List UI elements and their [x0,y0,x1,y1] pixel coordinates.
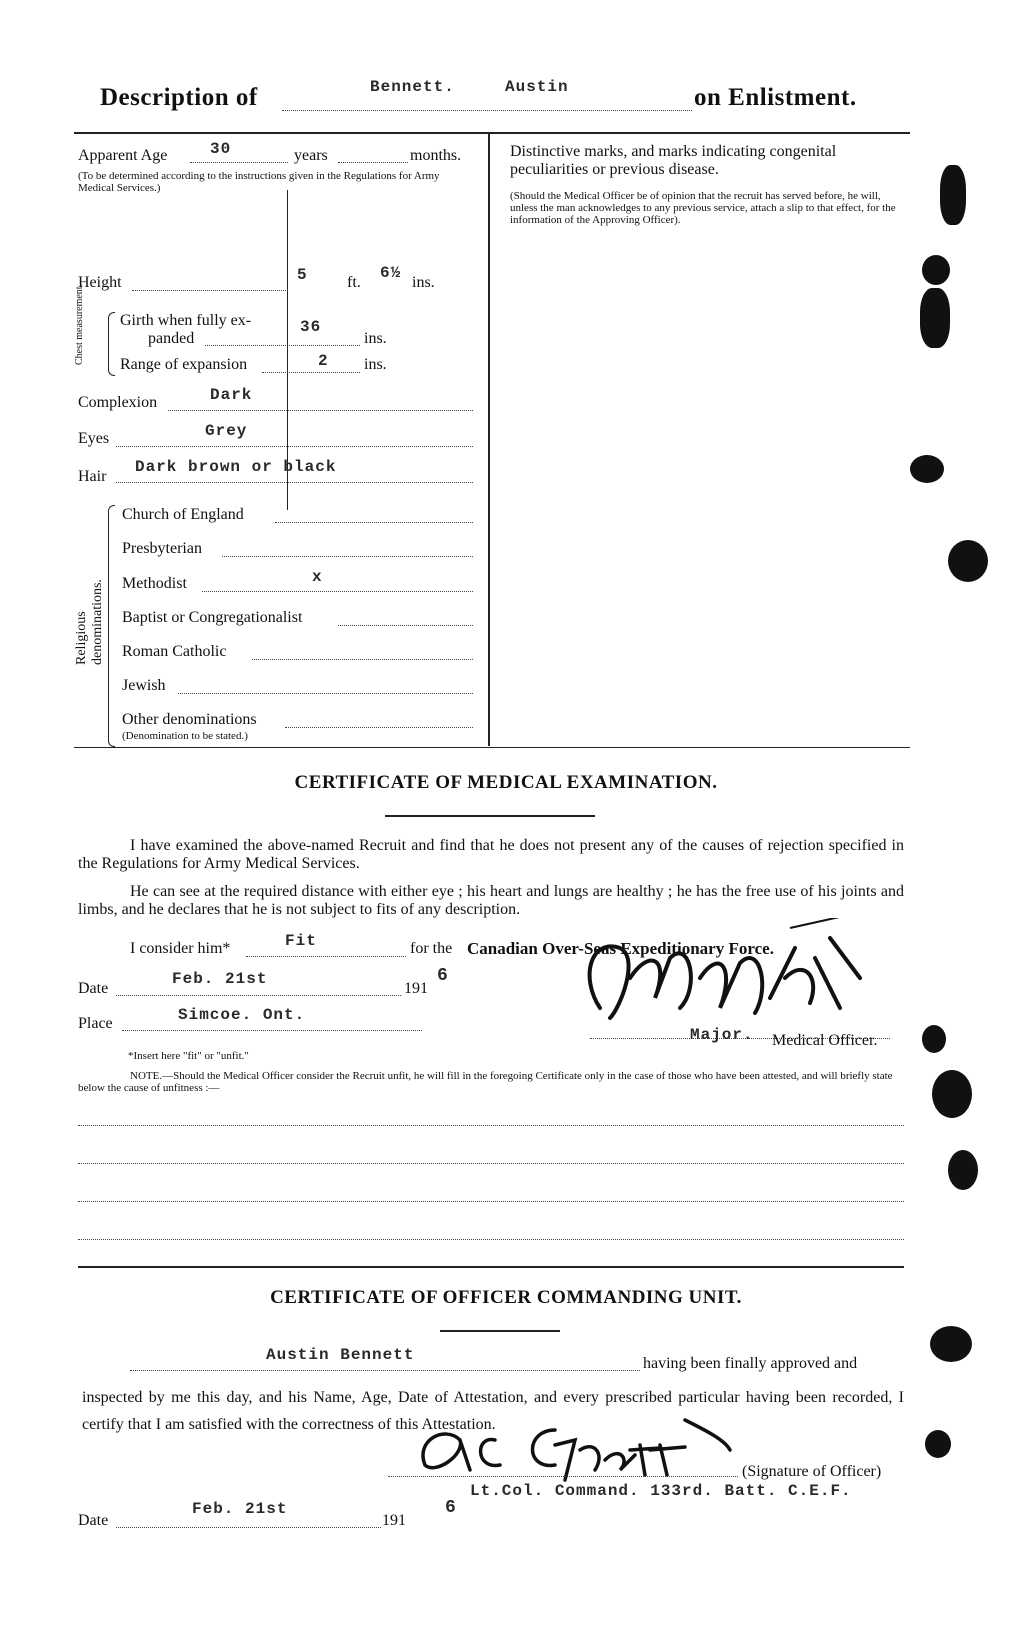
form-header [0,60,1012,120]
force-name: Canadian Over-Seas Expeditionary Force. [467,939,774,958]
cmd-date-label: Date [78,1512,109,1529]
complexion-label: Complexion [78,394,158,411]
unfit-line-1 [78,1125,904,1126]
rel-baptist: Baptist or Congregationalist [122,609,303,626]
rel-roman: Roman Catholic [122,643,227,660]
complexion-value: Dark [210,386,253,404]
binding-mark-9 [930,1326,972,1362]
binding-mark-10 [925,1430,951,1458]
med-date-label: Date [78,980,109,997]
rel-presby: Presbyterian [122,540,202,557]
fit-value: Fit [285,932,317,950]
hair-value: Dark brown or black [135,458,337,476]
medical-para1: I have examined the above-named Recruit and find that he does not present any of the causes of rejection specified in the Regulations for Army Medical Services. [78,837,904,872]
for-the: for the [410,940,453,957]
binding-mark-1 [940,165,966,225]
range-value: 2 [318,352,329,370]
sig-title: Lt.Col. Command. 133rd. Batt. C.E.F. [470,1482,852,1500]
commanding-text-2: inspected by me this day, and his Name, Age, Date of Attestation, and every prescribed particular having been recorded, I certify that I am satisfied with the correctness of this Attestation. [82,1389,904,1433]
rel-jewish: Jewish [122,677,166,694]
commanding-name-value: Austin Bennett [266,1346,415,1364]
range-ins: ins. [364,356,387,373]
medical-para2: He can see at the required distance with either eye ; his heart and lungs are healthy ; he has the free use of his joints and limbs, and he declares that he is not subject to fits of any description. [78,883,904,918]
commanding-title-rule [440,1330,560,1332]
unfit-line-2 [78,1163,904,1164]
height-label: Height [78,274,122,291]
religion-label: Religious denominations. [74,579,105,665]
hair-label: Hair [78,468,107,485]
ins-label: ins. [412,274,435,291]
binding-mark-5 [948,540,988,582]
officer-title: Medical Officer. [772,1032,878,1049]
header-prefix: Description of [100,84,258,111]
med-date-value: Feb. 21st [172,970,268,988]
binding-mark-2 [922,255,950,285]
medical-note: NOTE.—Should the Medical Officer consider the Recruit unfit, he will fill in the foregoing Certificate only in the case of those who have been attested, and will briefly state below the cause of unfitness :— [78,1070,893,1094]
med-year-prefix: 191 [404,980,428,997]
marks-label: Distinctive marks, and marks indicating congenital peculiarities or previous disease. [510,143,837,178]
binding-mark-6 [922,1025,946,1053]
rel-other: Other denominations [122,711,257,728]
age-label: Apparent Age [78,147,168,164]
rel-church: Church of England [122,506,244,523]
med-year-suffix: 6 [437,966,449,986]
section-rule [74,747,910,748]
height-ft-value: 5 [297,266,308,284]
girth-label-1: Girth when fully ex- [120,312,252,329]
cmd-year-prefix: 191 [382,1512,406,1529]
religion-bracket [108,505,115,747]
header-surname: Bennett. [370,78,455,96]
height-in-value: 6½ [380,264,402,282]
girth-ins: ins. [364,330,387,347]
chest-label: Chest measurement. [74,283,85,365]
girth-label-2: panded [148,330,195,347]
cmd-year-suffix: 6 [445,1498,457,1518]
sig-label: (Signature of Officer) [742,1463,882,1480]
chest-bracket [108,312,115,376]
binding-mark-7 [932,1070,972,1118]
eyes-value: Grey [205,422,248,440]
medical-title: CERTIFICATE OF MEDICAL EXAMINATION. [294,772,718,793]
cmd-date-value: Feb. 21st [192,1500,288,1518]
age-note: (To be determined according to the instructions given in the Regulations for Army Medical Services.) [78,170,440,194]
consider-label: I consider him* [130,940,231,957]
unfit-line-3 [78,1201,904,1202]
column-divider [488,134,490,746]
section-rule-2 [78,1266,904,1268]
officer-rank: Major. [690,1026,754,1044]
header-given-name: Austin [505,78,569,96]
header-suffix: on Enlistment. [694,84,857,111]
place-label: Place [78,1015,113,1032]
binding-mark-8 [948,1150,978,1190]
binding-mark-3 [920,288,950,348]
eyes-label: Eyes [78,430,110,447]
girth-value: 36 [300,318,322,336]
commanding-title: CERTIFICATE OF OFFICER COMMANDING UNIT. [270,1287,742,1308]
marks-note: (Should the Medical Officer be of opinion that the recruit has served before, he will, unless the man acknowledges to any previous service, attach a slip to that effect, for the information of the Approving Officer). [510,190,896,226]
unfit-line-4 [78,1239,904,1240]
ft-label: ft. [347,274,361,291]
place-value: Simcoe. Ont. [178,1006,306,1024]
years-label: years [294,147,328,164]
rel-method: Methodist [122,575,187,592]
top-rule [74,132,910,134]
rel-other-note: (Denomination to be stated.) [122,730,248,742]
binding-mark-4 [910,455,944,483]
range-label: Range of expansion [120,356,248,373]
months-label: months. [410,147,462,164]
insert-note: *Insert here "fit" or "unfit." [128,1050,249,1062]
medical-title-rule [385,815,595,817]
commanding-text-1: having been finally approved and [643,1355,858,1372]
medical-officer-signature [560,918,890,1038]
rel-method-mark: x [312,568,323,586]
age-value: 30 [210,140,232,158]
